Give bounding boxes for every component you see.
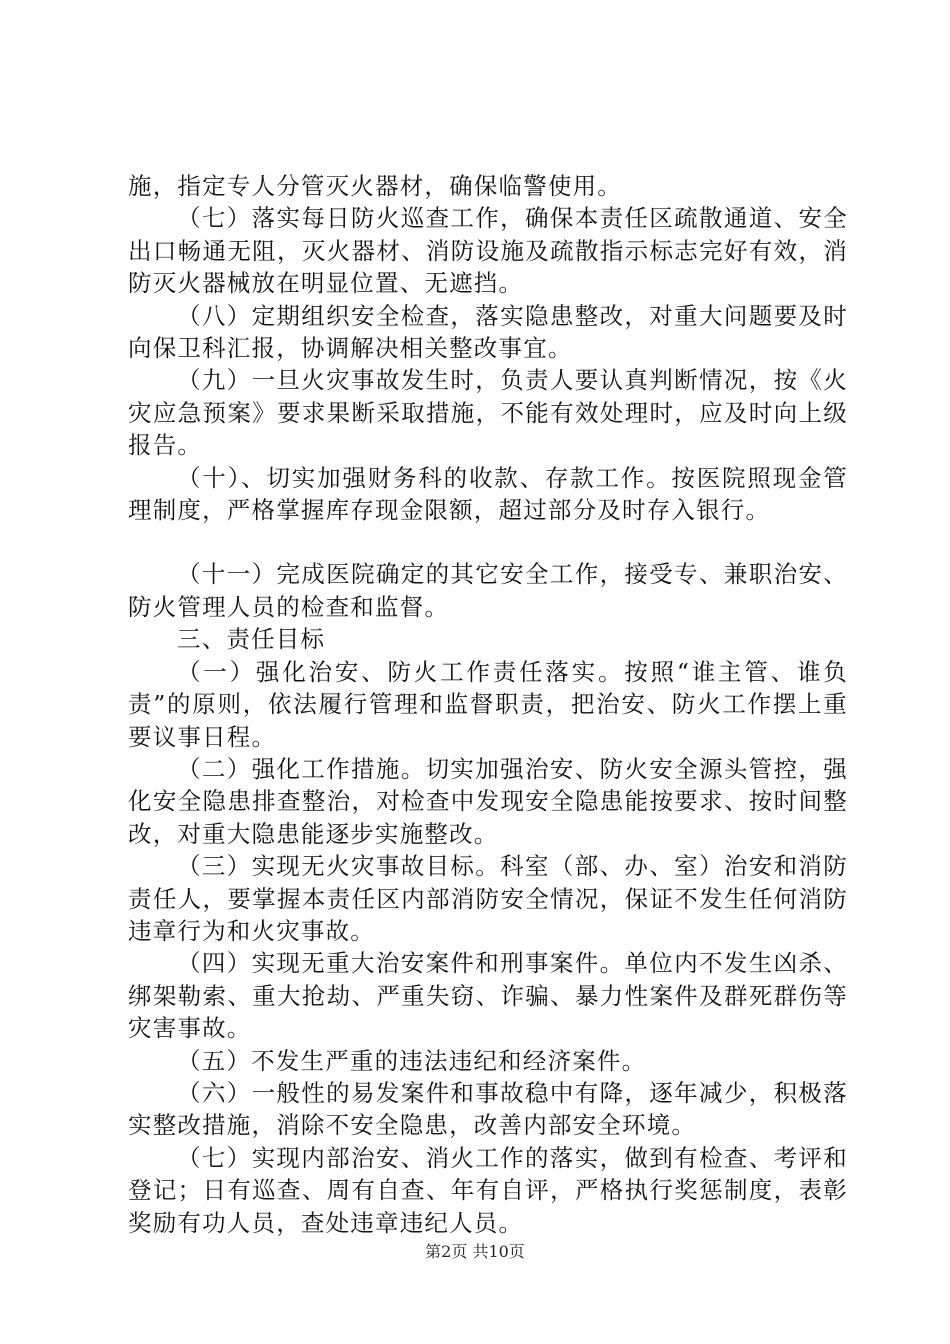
paragraph-item-11: （十一）完成医院确定的其它安全工作，接受专、兼职治安、防火管理人员的检查和监督。 — [128, 560, 848, 621]
paragraph-goal-6: （六）一般性的易发案件和事故稳中有降，逐年减少，积极落实整改措施，消除不安全隐患，改善内部安全环境。 — [128, 1078, 848, 1140]
section-heading-responsibility-goals: 三、责任目标 — [177, 625, 326, 654]
paragraph-item-7: （七）落实每日防火巡查工作，确保本责任区疏散通道、安全出口畅通无阻，灭火器材、消防设施及疏散指示标志完好有效，消防灭火器械放在明显位置、无遮挡。 — [128, 204, 848, 298]
paragraph-item-8: （八）定期组织安全检查，落实隐患整改，对重大问题要及时向保卫科汇报，协调解决相关整改事宜。 — [128, 301, 848, 363]
paragraph-goal-7: （七）实现内部治安、消火工作的落实，做到有检查、考评和登记；日有巡查、周有自查、年有自评，严格执行奖惩制度，表彰奖励有功人员，查处违章违纪人员。 — [128, 1143, 848, 1237]
paragraph-goal-4: （四）实现无重大治安案件和刑事案件。单位内不发生凶杀、绑架勒索、重大抢劫、严重失窃、诈骗、暴力性案件及群死群伤等灾害事故。 — [128, 949, 848, 1043]
page-number-footer: 第2页 共10页 — [425, 1242, 525, 1261]
paragraph-continuation: 施，指定专人分管灭火器材，确保临警使用。 — [128, 172, 622, 200]
paragraph-item-9: （九）一旦火灾事故发生时，负责人要认真判断情况，按《火灾应急预案》要求果断采取措施，不能有效处理时，应及时向上级报告。 — [128, 366, 848, 460]
paragraph-item-10: （十）、切实加强财务科的收款、存款工作。按医院照现金管理制度，严格掌握库存现金限额，超过部分及时存入银行。 — [128, 463, 848, 525]
paragraph-goal-5: （五）不发生严重的违法违纪和经济案件。 — [177, 1046, 647, 1075]
paragraph-goal-1: （一）强化治安、防火工作责任落实。按照“谁主管、谁负责”的原则，依法履行管理和监督职责，把治安、防火工作摆上重要议事日程。 — [128, 657, 848, 751]
document-body — [128, 170, 848, 1239]
paragraph-goal-3: （三）实现无火灾事故目标。科室（部、办、室）治安和消防责任人，要掌握本责任区内部消防安全情况，保证不发生任何消防违章行为和火灾事故。 — [128, 852, 848, 945]
paragraph-goal-2: （二）强化工作措施。切实加强治安、防火安全源头管控，强化安全隐患排查整治，对检查中发现安全隐患能按要求、按时间整改，对重大隐患能逐步实施整改。 — [128, 754, 848, 848]
